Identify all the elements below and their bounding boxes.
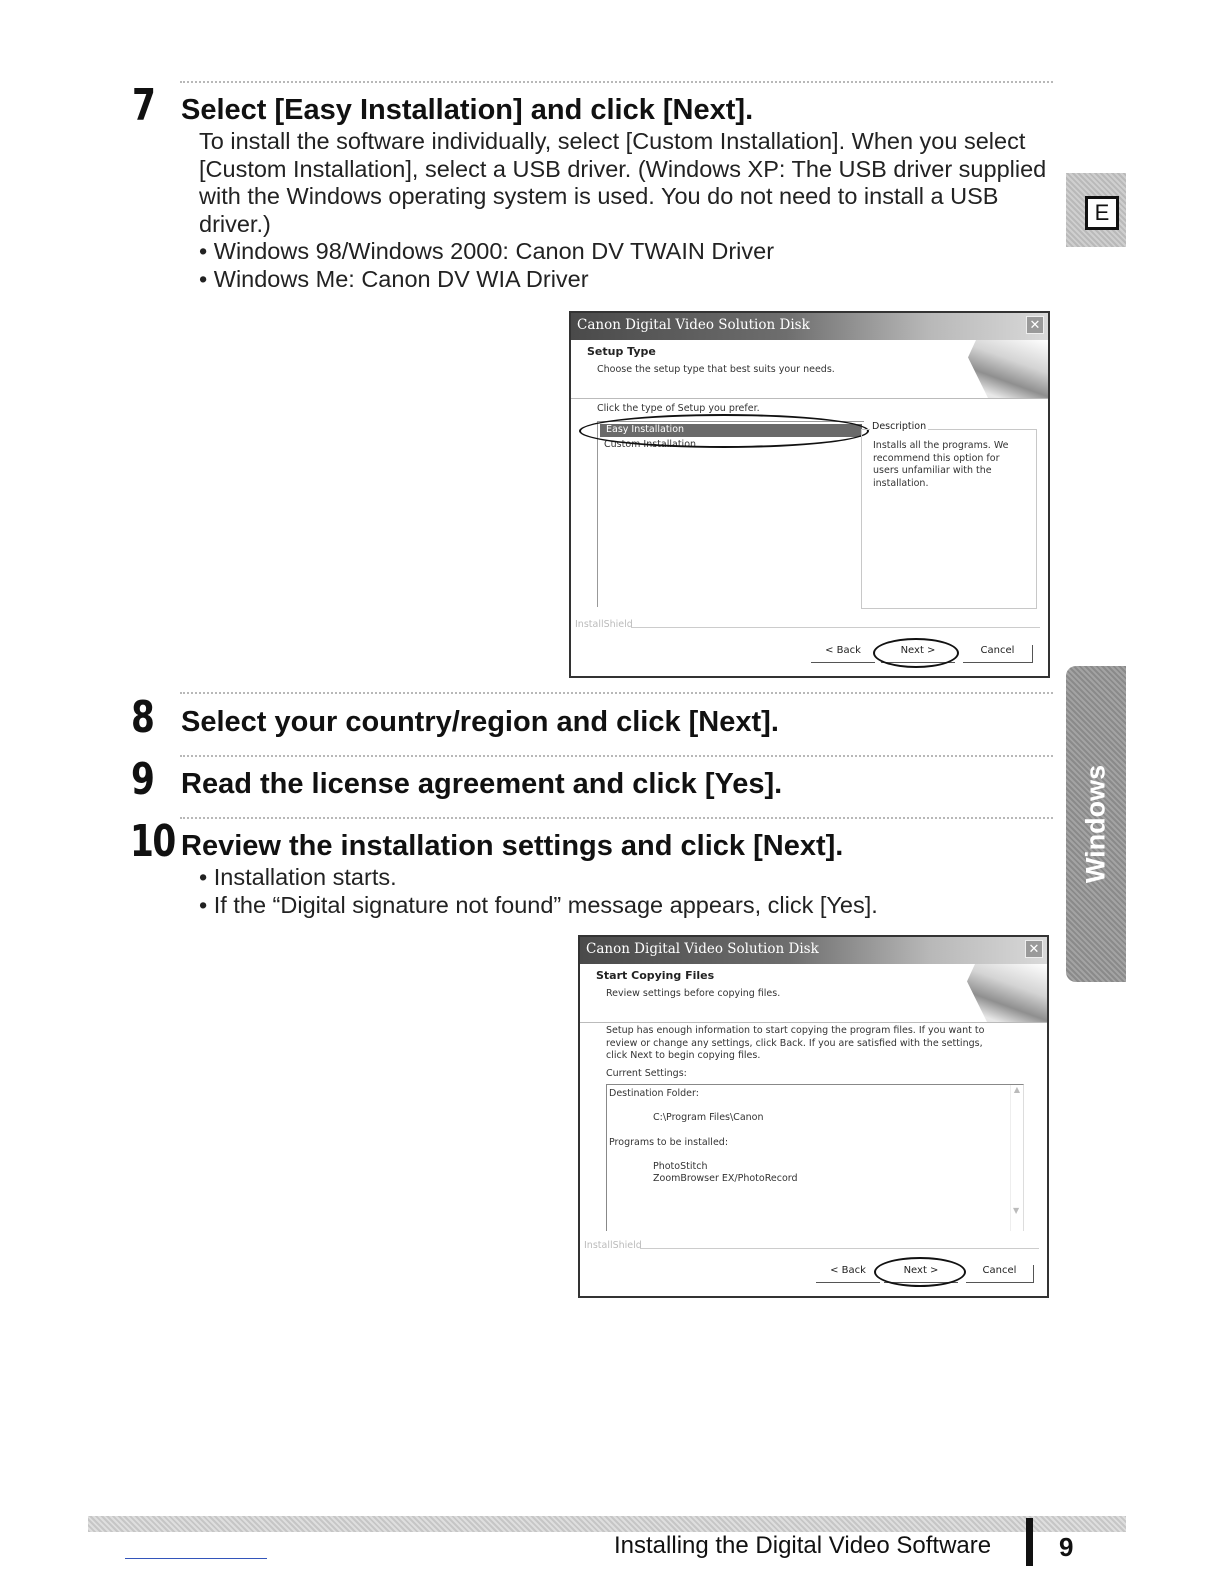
option-custom-installation[interactable]: Custom Installation (604, 439, 697, 450)
divider (180, 81, 1053, 83)
footer-divider (640, 1248, 1039, 1249)
step-10-number: 10 (130, 816, 175, 867)
footer-band (88, 1516, 1126, 1532)
step-7-bullet-2: • Windows Me: Canon DV WIA Driver (199, 266, 1059, 294)
destination-folder-value: C:\Program Files\Canon (653, 1112, 764, 1123)
divider (180, 755, 1053, 757)
info-text: Setup has enough information to start copying the program files. If you want to review or change any settings, click Back. If you are satisfied with the settings, click Next to begin copying files. (606, 1025, 985, 1061)
footer-link-line (125, 1558, 267, 1559)
programs-label: Programs to be installed: (609, 1137, 729, 1148)
dialog-title: Canon Digital Video Solution Disk (586, 941, 819, 957)
step-10-body (199, 864, 1059, 919)
page-curl-icon (947, 964, 1047, 1022)
next-highlight-ellipse (874, 1257, 966, 1287)
dialog-header-title: Start Copying Files (596, 969, 715, 982)
scroll-down-icon[interactable]: ▼ (1013, 1206, 1020, 1215)
description-text: Installs all the programs. We recommend this option for users unfamiliar with the installation. (873, 440, 1009, 489)
step-7-number: 7 (132, 80, 155, 131)
step-8-number: 8 (131, 692, 154, 743)
setup-type-dialog (569, 311, 1050, 678)
footer-separator (1026, 1518, 1033, 1566)
close-icon[interactable]: ✕ (1025, 940, 1043, 958)
step-8-heading: Select your country/region and click [Next]. (181, 706, 779, 738)
start-copying-dialog (578, 935, 1049, 1298)
language-label: E (1085, 196, 1119, 230)
footer-divider (631, 627, 1040, 628)
installshield-brand: InstallShield (584, 1240, 642, 1251)
description-label: Description (872, 421, 927, 432)
os-label: Windows (1080, 764, 1111, 884)
dialog-header-title: Setup Type (587, 345, 656, 358)
page-number: 9 (1059, 1532, 1074, 1562)
dialog-header (571, 340, 1048, 399)
dialog-titlebar (580, 937, 1047, 964)
divider (180, 817, 1053, 819)
close-icon[interactable]: ✕ (1026, 316, 1044, 334)
step-10-bullet-1: • Installation starts. (199, 864, 1059, 892)
step-9-heading: Read the license agreement and click [Yes]. (181, 768, 783, 800)
installshield-brand: InstallShield (575, 619, 633, 630)
step-7-body (199, 128, 1059, 293)
back-button[interactable]: < Back (811, 645, 875, 663)
cancel-button[interactable]: Cancel (963, 645, 1033, 663)
step-10-bullet-2: • If the “Digital signature not found” message appears, click [Yes]. (199, 892, 1059, 920)
os-tab (1066, 666, 1126, 982)
next-highlight-ellipse (873, 638, 959, 668)
scrollbar[interactable] (1010, 1085, 1023, 1231)
setup-prompt: Click the type of Setup you prefer. (597, 403, 760, 414)
program-item: PhotoStitch (653, 1161, 708, 1172)
page-curl-icon (948, 340, 1048, 398)
dialog-title: Canon Digital Video Solution Disk (577, 317, 810, 333)
program-item: ZoomBrowser EX/PhotoRecord (653, 1173, 798, 1184)
dialog-header-subtitle: Choose the setup type that best suits your needs. (597, 364, 835, 375)
highlight-ellipse (579, 414, 869, 448)
next-button[interactable]: Next > (881, 645, 955, 663)
dialog-titlebar (571, 313, 1048, 340)
step-7-bullet-1: • Windows 98/Windows 2000: Canon DV TWAIN Driver (199, 238, 1059, 266)
description-group (861, 421, 1037, 609)
step-7-heading: Select [Easy Installation] and click [Next]. (181, 94, 754, 126)
footer-title: Installing the Digital Video Software (614, 1532, 992, 1559)
language-tab (1066, 173, 1126, 247)
current-settings-label: Current Settings: (606, 1068, 687, 1079)
back-button[interactable]: < Back (816, 1265, 880, 1283)
dialog-header (580, 964, 1047, 1023)
step-10-heading: Review the installation settings and click [Next]. (181, 830, 844, 862)
next-button[interactable]: Next > (884, 1265, 958, 1283)
cancel-button[interactable]: Cancel (966, 1265, 1034, 1283)
setup-type-list (597, 421, 864, 607)
scroll-up-icon[interactable]: ▲ (1013, 1085, 1021, 1094)
settings-textbox (606, 1084, 1024, 1231)
divider (180, 692, 1053, 694)
option-easy-installation[interactable]: Easy Installation (600, 424, 862, 437)
dialog-header-subtitle: Review settings before copying files. (606, 988, 781, 999)
destination-folder-label: Destination Folder: (609, 1088, 699, 1099)
step-9-number: 9 (131, 754, 154, 805)
step-7-paragraph: To install the software individually, select [Custom Installation]. When you select [Custom Installation], select a USB driver. (Windows XP: The USB driver supplied with the Windows operating system is used. You do not need to install a USB driver.) (199, 128, 1047, 237)
